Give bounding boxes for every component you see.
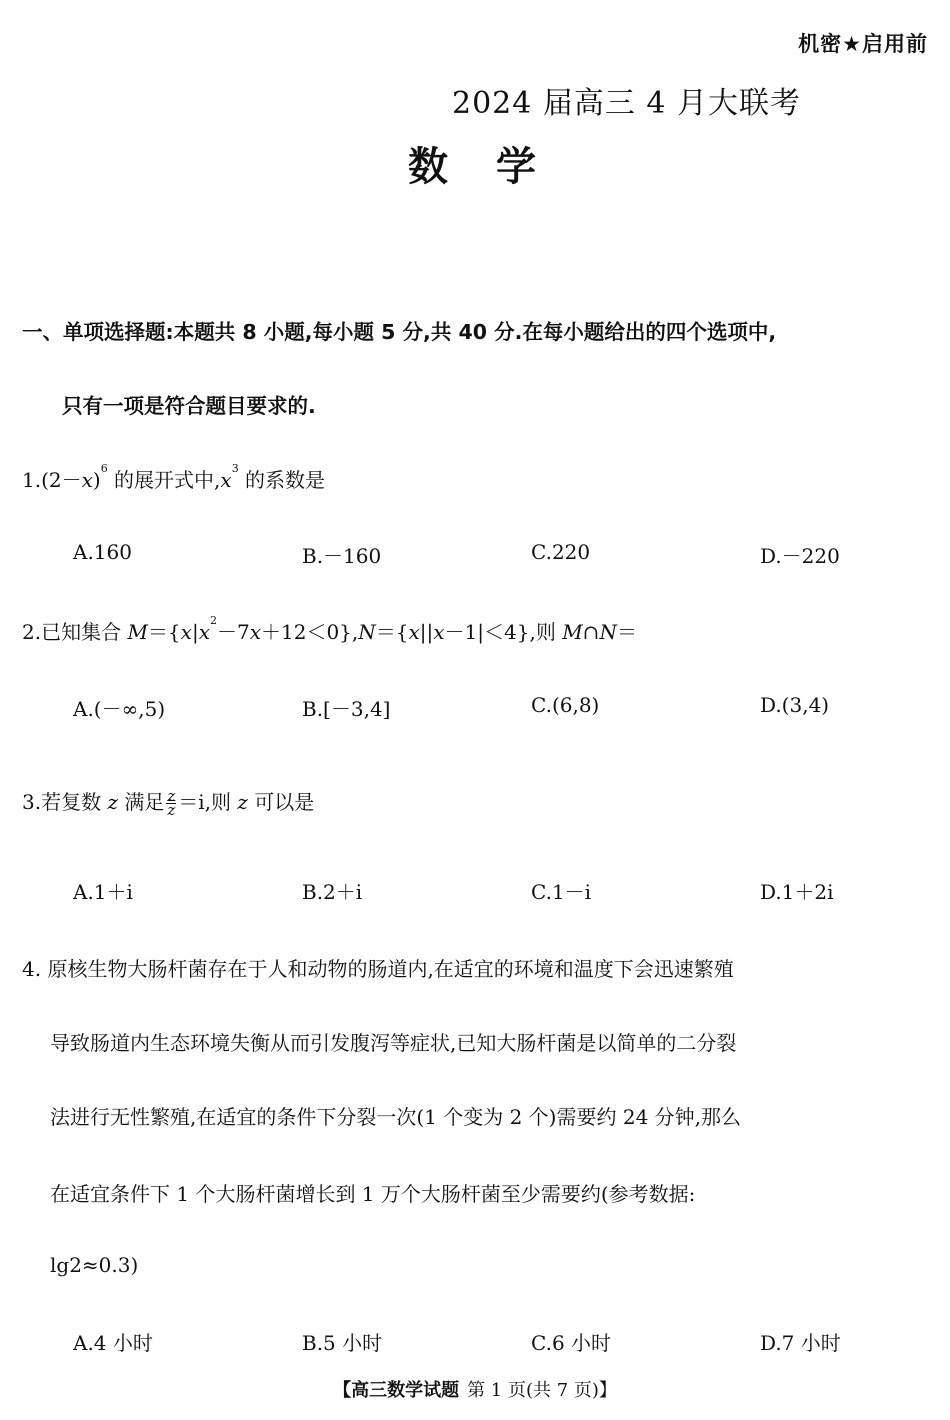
page-footer (0, 1376, 950, 1402)
q1-option-d: D.－220 (760, 544, 840, 568)
question-4-line2: 导致肠道内生态环境失衡从而引发腹泻等症状,已知大肠杆菌是以简单的二分裂 (50, 1031, 737, 1055)
q1-option-a: A.160 (73, 540, 132, 564)
q4-option-d: D.7 小时 (760, 1331, 841, 1355)
q4-option-c: C.6 小时 (531, 1331, 612, 1355)
q3-fraction: $\frac{z}{z}$ (167, 787, 176, 819)
q4-option-b: B.5 小时 (302, 1331, 383, 1355)
exam-title: 2024 届高三 4 月大联考 (452, 86, 802, 121)
q2-option-c: C.(6,8) (531, 693, 600, 717)
section-heading-line2: 只有一项是符合题目要求的. (62, 394, 316, 418)
q2-option-b: B.[－3,4] (302, 697, 391, 721)
section-heading-line1: 一、单项选择题:本题共 8 小题,每小题 5 分,共 40 分.在每小题给出的四个选项中, (22, 320, 777, 344)
q2-option-d: D.(3,4) (760, 693, 830, 717)
q3-option-d: D.1＋2i (760, 880, 834, 904)
question-2-stem: 2.已知集合 $M=\{x|x^2-7x+12<0\},N=\{x||x-1|<4\}$,则 M∩N＝ (22, 614, 637, 644)
q2-option-a: A.(－∞,5) (73, 697, 166, 721)
question-4-line5: lg2≈0.3) (50, 1253, 139, 1277)
q4-option-a: A.4 小时 (73, 1331, 153, 1355)
question-4-line4: 在适宜条件下 1 个大肠杆菌增长到 1 万个大肠杆菌至少需要约(参考数据: (50, 1182, 696, 1206)
confidential-label: 机密★启用前 (798, 32, 928, 56)
q3-option-c: C.1－i (531, 880, 592, 904)
question-1-stem: $1.(2-x)^6$ 的展开式中$,x^3$ 的系数是 (22, 462, 326, 492)
footer-page-number: 第 1 页(共 7 页)】 (467, 1380, 617, 1401)
subject-title: 数学 (408, 144, 584, 190)
question-4-line1: 4. 原核生物大肠杆菌存在于人和动物的肠道内,在适宜的环境和温度下会迅速繁殖 (22, 957, 734, 981)
q3-option-b: B.2＋i (302, 880, 363, 904)
q1-option-c: C.220 (531, 540, 591, 564)
q1-option-b: B.－160 (302, 544, 382, 568)
question-3-stem: 3.若复数 z 满足 $\frac{z}{z}$ ＝i,则 z 可以是 (22, 787, 315, 819)
footer-label: 【高三数学试题 (333, 1380, 460, 1401)
q3-option-a: A.1＋i (73, 880, 133, 904)
question-4-line3: 法进行无性繁殖,在适宜的条件下分裂一次(1 个变为 2 个)需要约 24 分钟,那么 (50, 1105, 742, 1129)
